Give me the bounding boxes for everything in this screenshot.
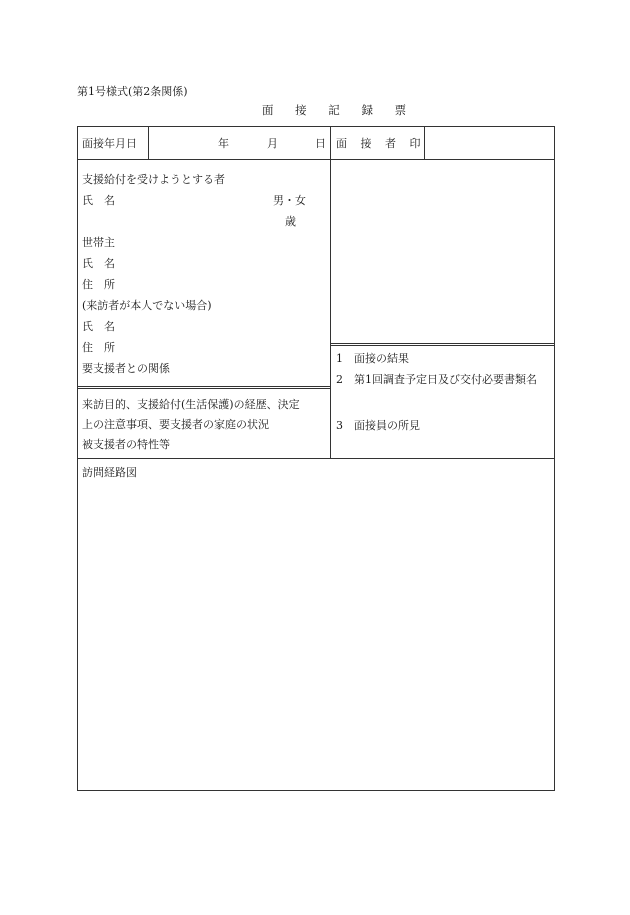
visitor-address-label: 住 所 [82,341,115,354]
date-label-divider [148,126,149,159]
household-head-label: 世帯主 [82,236,115,249]
left-mid-divider-2 [77,388,330,389]
result-item-2: 2 第1回調査予定日及び交付必要書類名 [336,373,537,386]
interview-date-label: 面接年月日 [82,137,137,150]
purpose-line-3: 被支援者の特性等 [82,438,170,451]
left-mid-divider [77,386,330,387]
document-title: 面 接 記 録 票 [262,103,416,117]
interviewer-seal-label: 面 接 者 印 [336,137,426,150]
visit-route-map-label: 訪問経路図 [82,466,137,479]
right-upper-divider [330,343,555,344]
relation-label: 要支援者との関係 [82,362,170,375]
applicant-name-label: 氏 名 [82,194,115,207]
result-item-1: 1 面接の結果 [336,352,409,365]
form-number-label: 第1号様式(第2条関係) [77,85,188,98]
right-upper-divider-2 [330,345,555,346]
row1-divider [77,159,555,160]
day-label: 日 [315,137,326,150]
visitor-name-label: 氏 名 [82,320,115,333]
visitor-note: (来訪者が本人でない場合) [82,299,212,312]
applicant-heading: 支援給付を受けようとする者 [82,173,225,186]
age-label: 歳 [285,215,296,228]
result-item-3: 3 面接員の所見 [336,419,420,432]
year-label: 年 [218,137,229,150]
household-address-label: 住 所 [82,278,115,291]
household-name-label: 氏 名 [82,257,115,270]
center-divider [330,126,331,458]
purpose-line-1: 来訪目的、支援給付(生活保護)の経歴、決定 [82,398,300,411]
month-label: 月 [267,137,278,150]
sex-field: 男・女 [273,194,306,207]
purpose-line-2: 上の注意事項、要支援者の家庭の状況 [82,418,269,431]
map-divider [77,458,555,459]
